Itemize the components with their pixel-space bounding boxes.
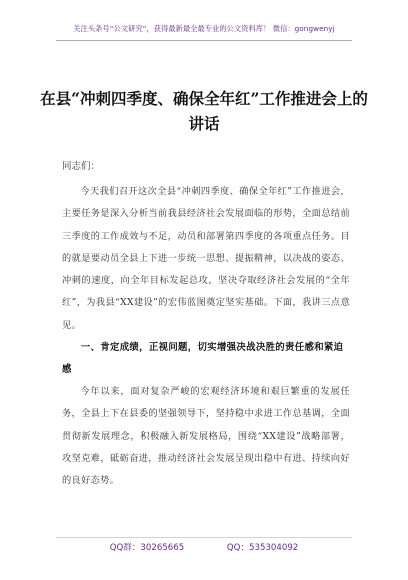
section-heading-1: 一、肯定成绩，正视问题，切实增强决战决胜的责任感和紧迫感 bbox=[62, 342, 344, 376]
paragraph-achievements: 今年以来，面对复杂严峻的宏观经济环境和艰巨繁重的发展任务，全县上下在县委的坚强领导下，坚持稳中求进工作总基调，全面贯彻新发展理念，积极融入新发展格局，围绕“XX建设”战略部署，攻坚克难，砥砺奋进，推动经济社会发展呈现出稳中有进、持续向好的良好态势。 bbox=[62, 386, 350, 487]
footer-contacts bbox=[0, 541, 408, 553]
paragraph-intro: 今天我们召开这次全县“冲刺四季度、确保全年红”工作推进会，主要任务是深入分析当前我县经济社会发展面临的形势，全面总结前三季度的工作成效与不足，动员和部署第四季度的各项重点任务。目的就是要动员全县上下进一步统一思想、提振精神，以决战的姿态、冲刺的速度，向全年目标发起总攻，坚决夺取经济社会发展的“全年红”，为我县“XX建设”的宏伟蓝图奠定坚实基础。下面，我讲三点意见。 bbox=[62, 186, 350, 331]
document-title: 在县“冲刺四季度、确保全年红”工作推进会上的讲话 bbox=[40, 89, 368, 133]
footer-qq-group: QQ群：30265665 bbox=[109, 543, 185, 553]
header-promo-note: 关注头条号“公文研究”，获得最新最全最专业的公文资料库！ 微信：gongwenyj bbox=[73, 24, 335, 33]
footer-qq: QQ：535304092 bbox=[226, 543, 299, 553]
greeting: 同志们： bbox=[62, 161, 101, 172]
footer-divider bbox=[56, 537, 352, 538]
header-divider bbox=[56, 40, 352, 41]
